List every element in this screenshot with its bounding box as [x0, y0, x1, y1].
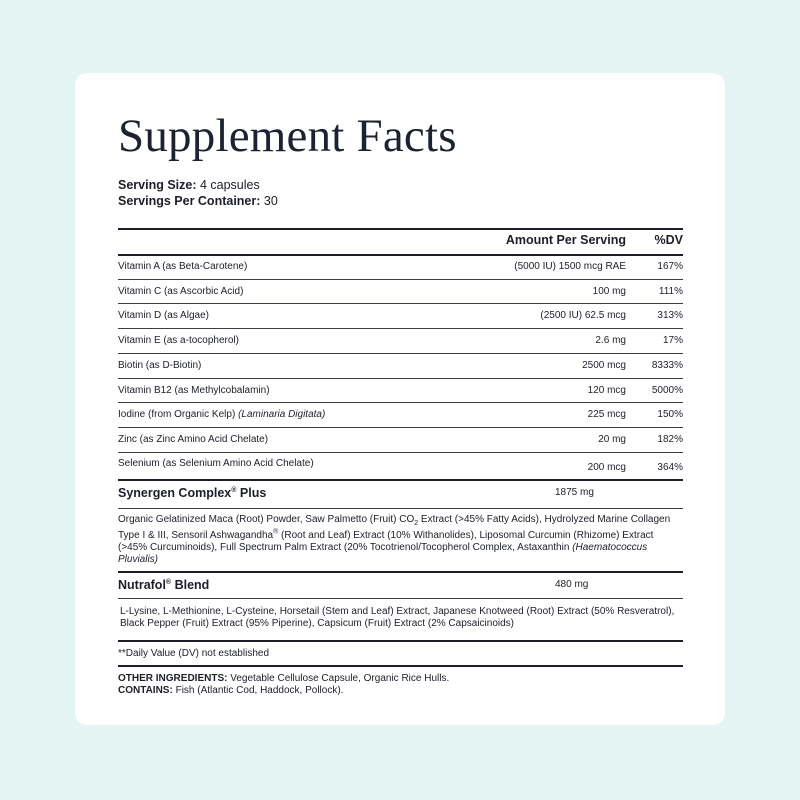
- divider: [118, 508, 683, 509]
- blend-amount: 1875 mg: [555, 487, 594, 498]
- table-header: [118, 233, 683, 253]
- nutrient-amount: 200 mcg: [587, 462, 626, 473]
- page-title: Supplement Facts: [118, 110, 457, 162]
- nutrient-amount: 225 mcg: [587, 409, 626, 420]
- nutrient-name: Selenium (as Selenium Amino Acid Chelate): [118, 458, 314, 469]
- nutrient-name: Zinc (as Zinc Amino Acid Chelate): [118, 434, 269, 445]
- nutrient-dv: 111%: [658, 286, 683, 297]
- registered-mark: ®: [165, 578, 172, 586]
- nutrient-dv: 8333%: [651, 360, 683, 371]
- contains-label: CONTAINS:: [118, 685, 173, 696]
- nutrient-amount: 120 mcg: [587, 385, 626, 396]
- amount-header: Amount Per Serving: [505, 233, 626, 247]
- nutrient-amount: 20 mg: [598, 434, 626, 445]
- nutrient-name: [118, 409, 325, 420]
- nutrient-amount: (5000 IU) 1500 mcg RAE: [514, 261, 626, 272]
- divider: [118, 228, 683, 230]
- blend-suffix: Blend: [171, 578, 210, 592]
- nutrient-amount: (2500 IU) 62.5 mcg: [540, 310, 626, 321]
- blend-suffix: Plus: [236, 486, 267, 500]
- nutrient-name-italic: (Laminaria Digitata): [238, 409, 326, 420]
- other-ingredients-label: OTHER INGREDIENTS:: [118, 673, 228, 684]
- contains-value: Fish (Atlantic Cod, Haddock, Pollock).: [172, 685, 344, 696]
- divider: [118, 598, 683, 599]
- nutrient-name: Vitamin B12 (as Methylcobalamin): [118, 385, 270, 396]
- table-row: [118, 453, 683, 479]
- dv-header: %DV: [654, 233, 683, 247]
- nutrient-dv: 150%: [657, 409, 683, 420]
- table-row: [118, 403, 683, 427]
- blend-amount: 480 mg: [555, 579, 589, 590]
- serving-info: [118, 177, 278, 209]
- table-row: [118, 354, 683, 378]
- ingredients-italic: (Haematococcus Pluvialis): [118, 542, 648, 565]
- nutrient-name: Vitamin A (as Beta-Carotene): [118, 261, 248, 272]
- nutrient-dv: 167%: [657, 261, 683, 272]
- servings-per-container-value: 30: [260, 194, 278, 208]
- ingredients-text: Organic Gelatinized Maca (Root) Powder, Saw Palmetto (Fruit) CO: [118, 514, 415, 525]
- nutrafol-ingredients: L-Lysine, L-Methionine, L-Cysteine, Horsetail (Stem and Leaf) Extract, Japanese Knotweed (Root) Extract (50% Resveratrol), Black Pepper (Fruit) Extract (95% Piperine), Capsicum (Fruit) Extract (2% Capsaicinoids): [120, 606, 675, 629]
- divider: [118, 665, 683, 667]
- nutrient-name: Vitamin C (as Ascorbic Acid): [118, 286, 244, 297]
- nutrient-dv: 182%: [657, 434, 683, 445]
- divider: [118, 571, 683, 573]
- serving-size-label: Serving Size:: [118, 178, 197, 192]
- nutrient-name: Vitamin E (as a-tocopherol): [118, 335, 239, 346]
- nutrient-amount: 2.6 mg: [595, 335, 626, 346]
- synergen-blend-row: [118, 486, 683, 500]
- ingredients-text: Extract (>45% Fatty Acids), Hydrolyzed Marine Collagen Type I & III, Sensoril Ashwagandha: [118, 514, 671, 541]
- nutrient-dv: 17%: [662, 335, 683, 346]
- divider: [118, 640, 683, 642]
- registered-mark: ®: [231, 486, 237, 494]
- footnote: **Daily Value (DV) not established: [118, 648, 270, 659]
- synergen-ingredients: [118, 514, 678, 566]
- nutrient-dv: 364%: [657, 462, 683, 473]
- table-row: [118, 255, 683, 279]
- nutrient-name-text: Iodine (from Organic Kelp): [118, 409, 239, 420]
- blend-name: Nutrafol: [118, 578, 166, 592]
- nutrient-name: Vitamin D (as Algae): [118, 310, 209, 321]
- nutrient-amount: 100 mg: [592, 286, 626, 297]
- nutrient-dv: 313%: [657, 310, 683, 321]
- servings-per-container-label: Servings Per Container:: [118, 194, 261, 208]
- table-row: [118, 304, 683, 328]
- serving-size-value: 4 capsules: [196, 178, 260, 192]
- supplement-facts-panel: [75, 73, 725, 725]
- ingredients-text: (Root and Leaf) Extract (10% Withanolides), Liposomal Curcumin (Rhizome) Extract (>45% Curcuminoids), Full Spectrum Palm Extract (20% Tocotrienol/Tocopherol Complex, Astaxanthin: [118, 530, 654, 553]
- other-ingredients-value: Vegetable Cellulose Capsule, Organic Rice Hulls.: [227, 673, 450, 684]
- nutrient-name: Biotin (as D-Biotin): [118, 360, 202, 371]
- table-row: [118, 428, 683, 452]
- nutrafol-blend-row: [118, 578, 683, 592]
- other-ingredients: [118, 673, 678, 697]
- blend-name: Synergen Complex: [118, 486, 232, 500]
- table-row: [118, 379, 683, 403]
- registered-mark: ®: [273, 528, 279, 536]
- nutrient-dv: 5000%: [651, 385, 683, 396]
- table-row: [118, 280, 683, 304]
- table-row: [118, 329, 683, 353]
- nutrient-amount: 2500 mcg: [582, 360, 626, 371]
- subscript: 2: [414, 520, 419, 527]
- divider: [118, 479, 683, 481]
